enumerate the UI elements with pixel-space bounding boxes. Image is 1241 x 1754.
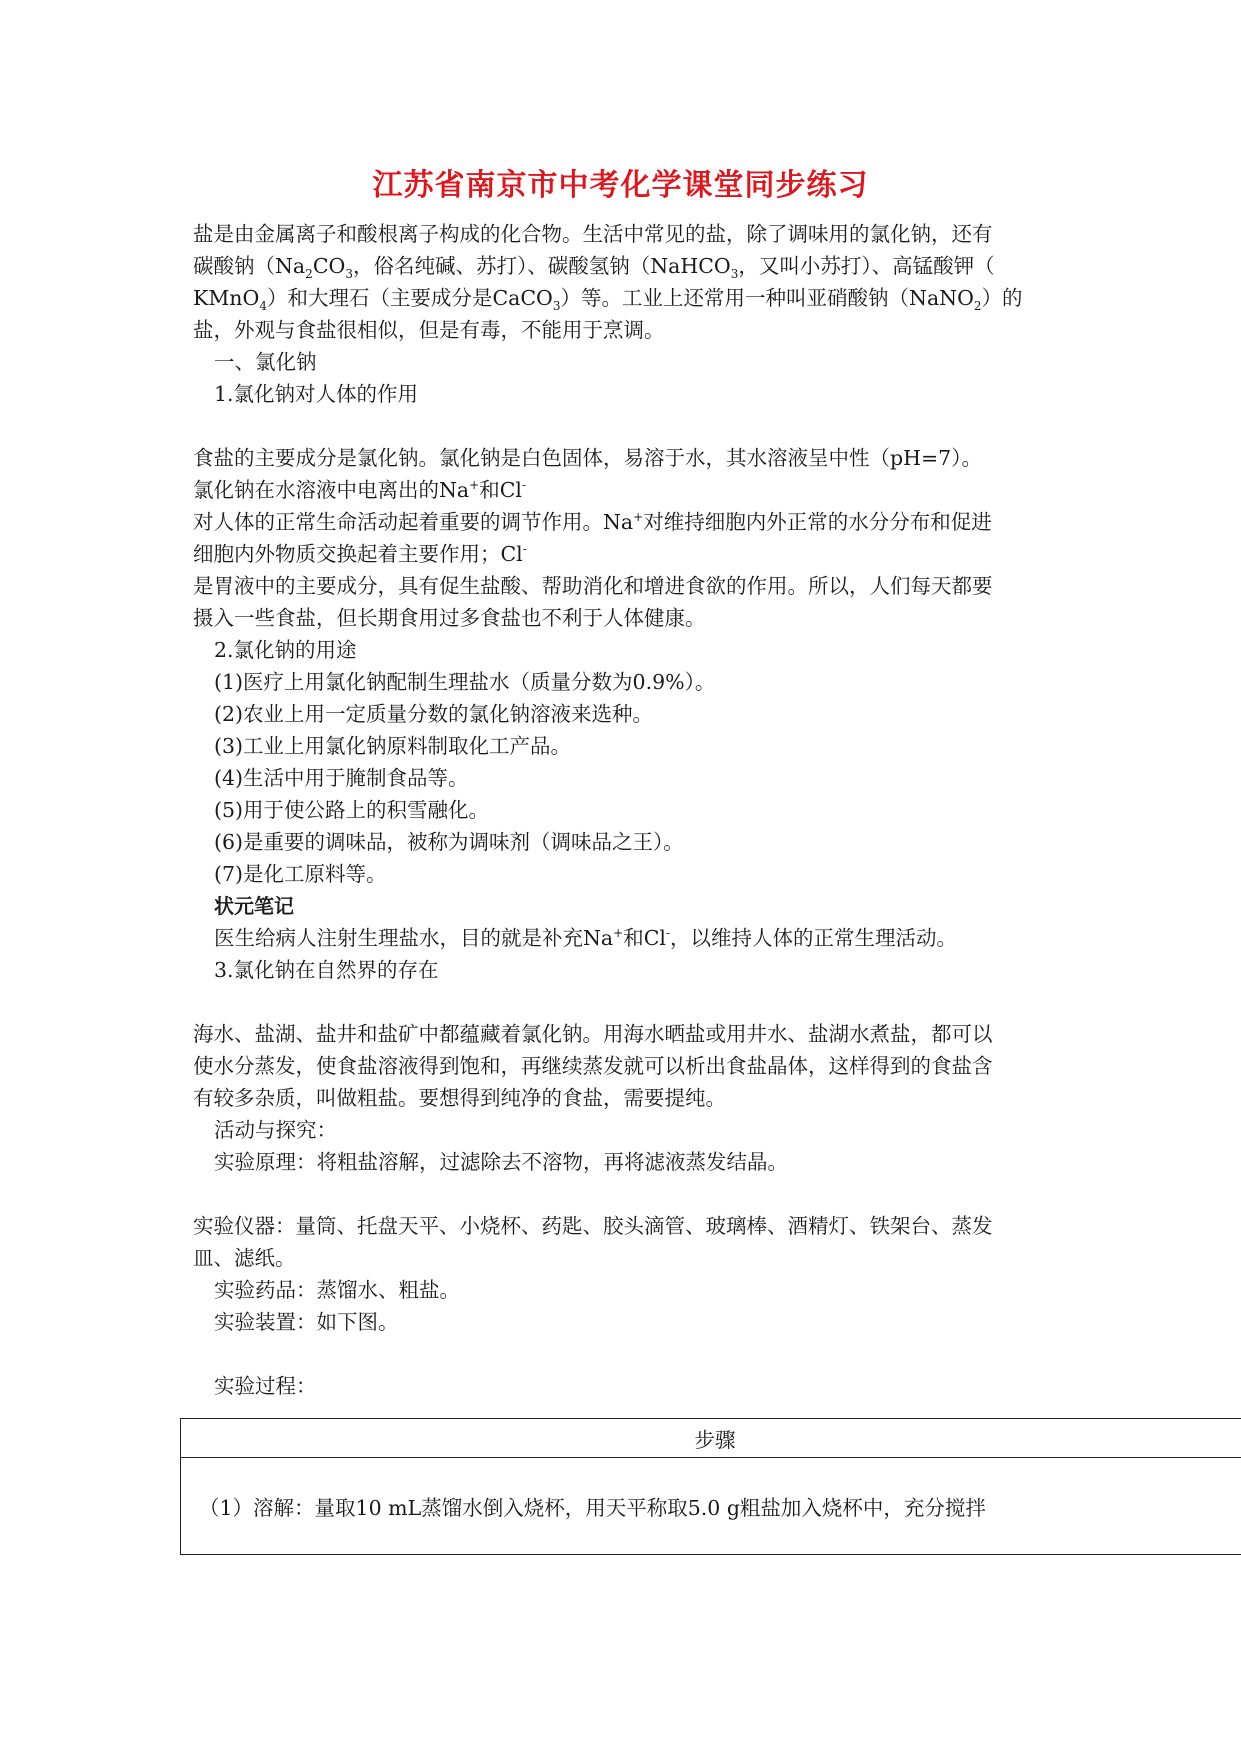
list-item: (5)用于使公路上的积雪融化。 xyxy=(214,798,490,822)
body-line: 氯化钠在水溶液中电离出的Na+和Cl- xyxy=(193,478,527,502)
list-item: (7)是化工原料等。 xyxy=(214,862,387,886)
reagents-text: 实验药品：蒸馏水、粗盐。 xyxy=(214,1278,460,1302)
device-text: 实验装置：如下图。 xyxy=(214,1310,399,1334)
steps-table xyxy=(180,1418,1241,1555)
body-line: 有较多杂质，叫做粗盐。要想得到纯净的食盐，需要提纯。 xyxy=(193,1086,726,1110)
table-cell-step-1: （1）溶解：量取10 mL蒸馏水倒入烧杯，用天平称取5.0 g粗盐加入烧杯中，充分搅拌 xyxy=(181,1458,1241,1555)
note-text: 医生给病人注射生理盐水，目的就是补充Na+和Cl-，以维持人体的正常生理活动。 xyxy=(214,926,958,950)
body-line: 摄入一些食盐，但长期食用过多食盐也不利于人体健康。 xyxy=(193,606,706,630)
body-line: 海水、盐湖、盐井和盐矿中都蕴藏着氯化钠。用海水晒盐或用井水、盐湖水煮盐，都可以 xyxy=(193,1022,993,1046)
activity-label: 活动与探究： xyxy=(214,1118,337,1142)
table-header-steps: 步骤 xyxy=(181,1419,1241,1458)
list-item: (6)是重要的调味品，被称为调味剂（调味品之王）。 xyxy=(214,830,684,854)
apparatus-line: 皿、滤纸。 xyxy=(193,1246,296,1270)
subsection-heading: 2.氯化钠的用途 xyxy=(214,638,357,662)
list-item: (4)生活中用于腌制食品等。 xyxy=(214,766,469,790)
body-line: 对人体的正常生命活动起着重要的调节作用。Na+对维持细胞内外正常的水分分布和促进 xyxy=(193,510,992,534)
body-line: 使水分蒸发，使食盐溶液得到饱和，再继续蒸发就可以析出食盐晶体，这样得到的食盐含 xyxy=(193,1054,993,1078)
subsection-heading: 3.氯化钠在自然界的存在 xyxy=(214,958,439,982)
intro-line: KMnO$_4$）和大理石（主要成分是CaCO$_3$）等。工业上还常用一种叫亚硝酸钠（NaNO$_2$）的 xyxy=(193,286,1023,314)
body-line: 细胞内外物质交换起着主要作用；Cl- xyxy=(193,542,527,566)
body-line: 是胃液中的主要成分，具有促生盐酸、帮助消化和增进食欲的作用。所以，人们每天都要 xyxy=(193,574,993,598)
body-line: 食盐的主要成分是氯化钠。氯化钠是白色固体，易溶于水，其水溶液呈中性（pH=7）。 xyxy=(193,446,982,470)
list-item: (3)工业上用氯化钠原料制取化工产品。 xyxy=(214,734,572,758)
table-row xyxy=(181,1458,1241,1555)
list-item: (2)农业上用一定质量分数的氯化钠溶液来选种。 xyxy=(214,702,654,726)
principle-text: 实验原理：将粗盐溶解，过滤除去不溶物，再将滤液蒸发结晶。 xyxy=(214,1150,788,1174)
note-title: 状元笔记 xyxy=(214,894,294,918)
subsection-heading: 1.氯化钠对人体的作用 xyxy=(214,382,419,406)
intro-line: 盐，外观与食盐很相似，但是有毒，不能用于烹调。 xyxy=(193,318,665,342)
intro-line: 盐是由金属离子和酸根离子构成的化合物。生活中常见的盐，除了调味用的氯化钠，还有 xyxy=(193,222,993,246)
process-label: 实验过程： xyxy=(214,1374,317,1398)
section-heading: 一、氯化钠 xyxy=(214,350,317,374)
page-title: 江苏省南京市中考化学课堂同步练习 xyxy=(372,168,869,203)
intro-line: 碳酸钠（$Na_2CO_3$，俗名纯碱、苏打）、碳酸氢钠（NaHCO$_3$，又叫小苏打）、高锰酸钾（ xyxy=(193,254,995,282)
apparatus-line: 实验仪器：量筒、托盘天平、小烧杯、药匙、胶头滴管、玻璃棒、酒精灯、铁架台、蒸发 xyxy=(193,1214,993,1238)
list-item: (1)医疗上用氯化钠配制生理盐水（质量分数为0.9%）。 xyxy=(214,670,716,694)
